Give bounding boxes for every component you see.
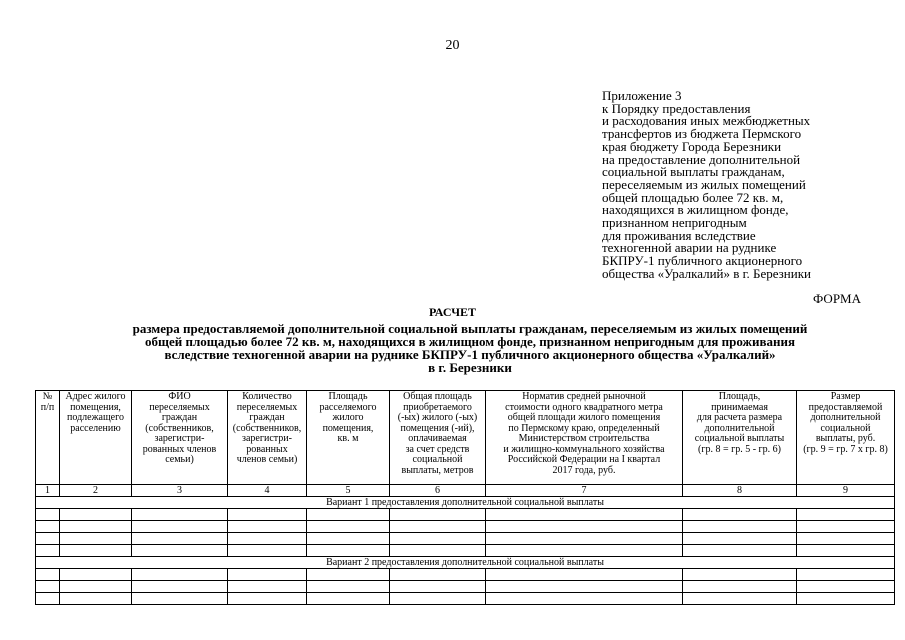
table-cell	[486, 509, 683, 521]
table-row	[36, 593, 895, 605]
table-cell	[132, 569, 228, 581]
column-header-line: расселяемого	[319, 401, 377, 413]
column-header-line: членов семьи)	[236, 454, 298, 465]
column-header-line: для расчета размера	[696, 412, 783, 423]
document-title: РАСЧЕТ	[428, 305, 477, 319]
table-cell	[307, 545, 390, 557]
column-header-line: дополнительной	[810, 412, 881, 423]
document-subtitle	[60, 322, 880, 374]
table-cell	[60, 545, 132, 557]
table-cell	[307, 533, 390, 545]
column-header-line: Количество	[242, 391, 292, 402]
column-header-line: выплаты, метров	[401, 464, 474, 476]
column-header-line: подлежащего	[67, 412, 124, 423]
column-header-line: (гр. 9 = гр. 7 х гр. 8)	[803, 443, 888, 455]
table-cell	[486, 533, 683, 545]
table-row	[36, 569, 895, 581]
table-cell	[390, 581, 486, 593]
form-label: ФОРМА	[813, 291, 861, 306]
column-header-line: социальной	[412, 454, 463, 465]
column-number: 7	[486, 485, 683, 497]
column-header-line: за счет средств	[405, 443, 470, 455]
table-cell	[797, 521, 895, 533]
table-cell	[307, 521, 390, 533]
table-cell	[228, 521, 307, 533]
column-header-line: №	[42, 391, 53, 402]
column-header-line: Министерством строительства	[518, 433, 650, 444]
table-cell	[307, 593, 390, 605]
column-header-line: приобретаемого	[403, 401, 472, 413]
column-number: 9	[797, 485, 895, 497]
table-cell	[132, 533, 228, 545]
variant-2-row	[36, 557, 895, 569]
column-header-line: (-ых) жилого (-ых)	[397, 412, 478, 423]
table-cell	[390, 533, 486, 545]
variant-2-label: Вариант 2 предоставления дополнительной социальной выплаты	[36, 557, 895, 569]
variant-1-row	[36, 497, 895, 509]
column-number: 8	[683, 485, 797, 497]
column-header-line: 2017 года, руб.	[552, 464, 616, 476]
column-header-line: Размер	[830, 391, 861, 402]
page-number: 20	[445, 38, 460, 53]
table-cell	[307, 569, 390, 581]
column-header-line: по Пермскому краю, определенный	[508, 422, 660, 434]
appendix-line: признанном непригодным	[602, 215, 747, 231]
column-header-2	[60, 391, 132, 485]
table-row	[36, 509, 895, 521]
appendix-line: БКПРУ-1 публичного акционерного	[602, 253, 803, 269]
column-header-line: рованных членов	[142, 443, 217, 455]
table-cell	[390, 509, 486, 521]
column-header-line: Норматив средней рыночной	[522, 391, 646, 402]
column-header-line: стоимости одного квадратного метра	[505, 401, 663, 413]
column-header-line: помещения,	[322, 422, 374, 434]
column-header-line: п/п	[40, 401, 55, 413]
column-header-line: граждан	[249, 412, 285, 423]
subtitle-line: общей площадью более 72 кв. м, находящихся в жилищном фонде, признанном непригодным для проживания	[145, 334, 795, 349]
table-cell	[60, 509, 132, 521]
column-header-line: помещения (-ий),	[400, 422, 475, 434]
appendix-line: находящихся в жилищном фонде,	[602, 202, 789, 218]
column-number: 4	[228, 485, 307, 497]
appendix-line: техногенной аварии на руднике	[602, 240, 777, 256]
column-header-9	[797, 391, 895, 485]
table-cell	[36, 593, 60, 605]
column-header-line: переселяемых	[149, 401, 210, 413]
table-cell	[307, 581, 390, 593]
column-header-3	[132, 391, 228, 485]
table-cell	[486, 581, 683, 593]
column-header-line: дополнительной	[704, 422, 775, 434]
table-cell	[228, 581, 307, 593]
appendix-line: края бюджету Города Березники	[602, 138, 782, 154]
table-cell	[60, 569, 132, 581]
column-header-4	[228, 391, 307, 485]
calculation-table	[35, 390, 895, 605]
table-cell	[683, 593, 797, 605]
column-header-line: переселяемых	[236, 401, 298, 413]
column-header-line: социальной	[820, 422, 871, 434]
column-header-line: социальной выплаты	[694, 433, 785, 444]
subtitle-line: в г. Березники	[428, 360, 512, 375]
appendix-line: на предоставление дополнительной	[602, 151, 801, 167]
table-cell	[797, 569, 895, 581]
table-cell	[60, 533, 132, 545]
column-header-line: Площадь,	[718, 391, 761, 402]
appendix-line: переселяемым из жилых помещений	[602, 176, 806, 192]
column-header-line: (гр. 8 = гр. 5 - гр. 6)	[698, 443, 781, 455]
column-header-line: жилого	[332, 412, 364, 423]
appendix-line: трансфертов из бюджета Пермского	[602, 126, 802, 142]
table-cell	[36, 509, 60, 521]
table-cell	[486, 569, 683, 581]
table-cell	[132, 521, 228, 533]
column-header-line: выплаты, руб.	[815, 433, 876, 444]
column-number-row	[36, 485, 895, 497]
table-cell	[36, 521, 60, 533]
column-header-line: предоставляемой	[808, 401, 883, 413]
variant-1-label: Вариант 1 предоставления дополнительной социальной выплаты	[36, 497, 895, 509]
table-cell	[60, 581, 132, 593]
table-cell	[797, 533, 895, 545]
table-cell	[228, 593, 307, 605]
appendix-line: Приложение 3	[602, 88, 682, 103]
column-header-line: семьи)	[165, 454, 194, 465]
column-header-line: граждан	[161, 412, 198, 423]
column-header-line: зарегистри-	[242, 433, 292, 444]
table-cell	[228, 509, 307, 521]
column-header-8	[683, 391, 797, 485]
column-header-6	[390, 391, 486, 485]
table-cell	[132, 509, 228, 521]
column-number: 5	[307, 485, 390, 497]
column-header-line: рованных	[246, 443, 288, 455]
table-cell	[797, 509, 895, 521]
column-header-5	[307, 391, 390, 485]
table-cell	[36, 569, 60, 581]
column-header-line: и жилищно-коммунального хозяйства	[503, 443, 665, 455]
table-cell	[60, 521, 132, 533]
column-header-line: Общая площадь	[403, 391, 472, 402]
column-header-line: кв. м	[337, 433, 359, 444]
appendix-block	[602, 90, 902, 281]
table-cell	[228, 545, 307, 557]
column-header-line: Российской Федерации на I квартал	[507, 454, 661, 465]
appendix-line: социальной выплаты гражданам,	[602, 164, 785, 180]
appendix-line: для проживания вследствие	[602, 227, 756, 243]
column-header-7	[486, 391, 683, 485]
table-cell	[36, 545, 60, 557]
appendix-line: к Порядку предоставления	[602, 100, 751, 116]
appendix-line: общества «Уралкалий» в г. Березники	[602, 265, 811, 281]
column-header-line: ФИО	[168, 391, 191, 402]
appendix-line: и расходования иных межбюджетных	[602, 113, 811, 129]
column-header-line: принимаемая	[711, 401, 768, 413]
table-cell	[390, 569, 486, 581]
table-cell	[486, 593, 683, 605]
table-row	[36, 545, 895, 557]
table-cell	[390, 593, 486, 605]
table-cell	[307, 509, 390, 521]
column-number: 6	[390, 485, 486, 497]
table-cell	[390, 545, 486, 557]
column-header-line: Адрес жилого	[65, 391, 126, 402]
table-cell	[132, 545, 228, 557]
subtitle-line: вследствие техногенной аварии на руднике БКПРУ-1 публичного акционерного общества «Уралкалий»	[164, 347, 776, 362]
column-number: 3	[132, 485, 228, 497]
table-cell	[683, 521, 797, 533]
table-cell	[132, 581, 228, 593]
subtitle-line: размера предоставляемой дополнительной социальной выплаты гражданам, переселяемым из жилых помещений	[132, 321, 808, 336]
table-cell	[797, 581, 895, 593]
table-cell	[36, 533, 60, 545]
table-cell	[486, 521, 683, 533]
table-cell	[683, 545, 797, 557]
table-cell	[797, 593, 895, 605]
table-cell	[228, 569, 307, 581]
table-row	[36, 581, 895, 593]
column-header-line: зарегистри-	[154, 433, 205, 444]
table-cell	[683, 509, 797, 521]
column-header-line: общей площади жилого помещения	[507, 412, 661, 423]
column-header-1	[36, 391, 60, 485]
table-cell	[390, 521, 486, 533]
table-cell	[60, 593, 132, 605]
table-cell	[683, 569, 797, 581]
table-row	[36, 533, 895, 545]
table-cell	[486, 545, 683, 557]
table-row	[36, 521, 895, 533]
table-cell	[683, 581, 797, 593]
column-header-line: оплачиваемая	[408, 433, 467, 444]
table-cell	[36, 581, 60, 593]
table-cell	[683, 533, 797, 545]
table-cell	[228, 533, 307, 545]
column-header-line: Площадь	[328, 391, 368, 402]
column-number: 1	[36, 485, 60, 497]
table-header-row	[36, 391, 895, 485]
table-cell	[797, 545, 895, 557]
column-number: 2	[60, 485, 132, 497]
column-header-line: (собственников,	[232, 422, 302, 434]
table-cell	[132, 593, 228, 605]
column-header-line: расселению	[70, 422, 121, 434]
column-header-line: помещения,	[70, 401, 121, 413]
appendix-line: общей площадью более 72 кв. м,	[602, 189, 784, 205]
column-header-line: (собственников,	[145, 422, 214, 434]
